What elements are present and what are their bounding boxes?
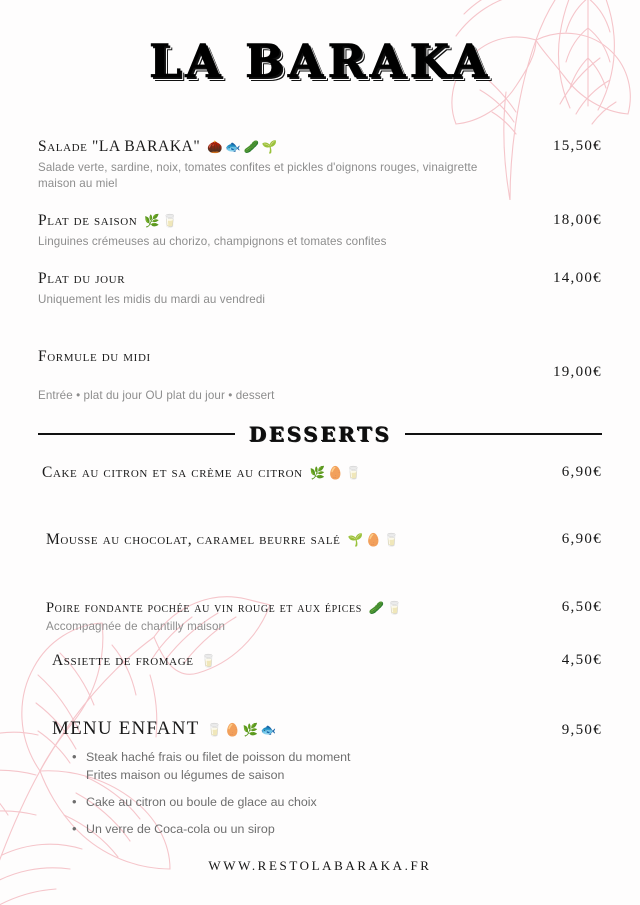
menu-item-name: Plat du jour	[38, 270, 126, 287]
menu-item-price: 6,90€	[561, 464, 602, 480]
menu-item	[0, 270, 640, 308]
menu-item-price: 4,50€	[561, 652, 602, 668]
menu-item-name: Assiette de fromage	[52, 652, 194, 669]
section-title-desserts: DESSERTS	[248, 422, 392, 446]
website-footer: WWW.RESTOLABARAKA.FR	[208, 858, 432, 873]
kids-line-main: Un verre de Coca-cola ou un sirop	[86, 821, 275, 836]
kids-menu-price: 9,50€	[561, 722, 602, 738]
desserts-section-divider	[0, 422, 640, 446]
list-item	[86, 821, 602, 839]
menu-item-description: Entrée • plat du jour OU plat du jour • dessert	[38, 389, 275, 402]
restaurant-title-block	[0, 0, 640, 88]
kids-line-main: Steak haché frais ou filet de poisson du moment	[86, 750, 351, 764]
menu-item-price: 6,50€	[561, 599, 602, 615]
menu-item-description: Linguines crémeuses au chorizo, champignons et tomates confites	[38, 235, 387, 248]
divider-rule-right	[405, 433, 602, 436]
menu-item-description: Salade verte, sardine, noix, tomates confites et pickles d'oignons rouges, vinaigrette maison au miel	[38, 161, 478, 191]
menu-item-name: Salade "LA BARAKA"	[38, 138, 201, 155]
menu-item	[0, 348, 640, 404]
allergen-icons: 🥛	[200, 653, 219, 669]
menu-item	[0, 212, 640, 250]
menu-item-name: Formule du midi	[38, 348, 151, 365]
menu-item-price: 6,90€	[561, 531, 602, 547]
menu-item	[0, 599, 640, 635]
divider-rule-left	[38, 433, 235, 436]
menu-item-price: 18,00€	[552, 212, 602, 228]
list-item	[86, 794, 602, 812]
page-title: LA BARAKA	[148, 34, 492, 88]
allergen-icons: 🥒🥛	[368, 600, 405, 616]
menu-item-name: Plat de saison	[38, 212, 138, 229]
kids-menu-name: MENU ENFANT	[52, 718, 200, 739]
menu-item-name: Mousse au chocolat, caramel beurre salé	[46, 531, 341, 548]
menu-item-name: Poire fondante pochée au vin rouge et aux épices	[46, 600, 362, 616]
menu-item	[0, 138, 640, 193]
menu-item	[0, 531, 640, 549]
menu-item-name: Cake au citron et sa crème au citron	[42, 464, 303, 481]
menu-item-description: Accompagnée de chantilly maison	[46, 620, 226, 633]
allergen-icons: 🌰🐟🥒🌱	[207, 139, 280, 155]
list-item	[86, 749, 602, 785]
menu-item-price: 19,00€	[552, 364, 602, 380]
kids-line-sub: Frites maison ou légumes de saison	[86, 767, 285, 782]
menu-item-price: 14,00€	[552, 270, 602, 286]
allergen-icons: 🌿🥚🥛	[309, 465, 364, 481]
menu-item	[0, 464, 640, 482]
menu-item	[0, 652, 640, 670]
kids-menu-list	[52, 749, 602, 839]
menu-item-description: Uniquement les midis du mardi au vendredi	[38, 293, 266, 306]
kids-menu-block	[0, 718, 640, 848]
allergen-icons: 🌿🥛	[144, 213, 181, 229]
kids-line-main: Cake au citron ou boule de glace au choix	[86, 794, 317, 809]
allergen-icons: 🥛🥚🌿🐟	[206, 722, 279, 738]
menu-item-price: 15,50€	[552, 138, 602, 154]
allergen-icons: 🌱🥚🥛	[347, 532, 402, 548]
